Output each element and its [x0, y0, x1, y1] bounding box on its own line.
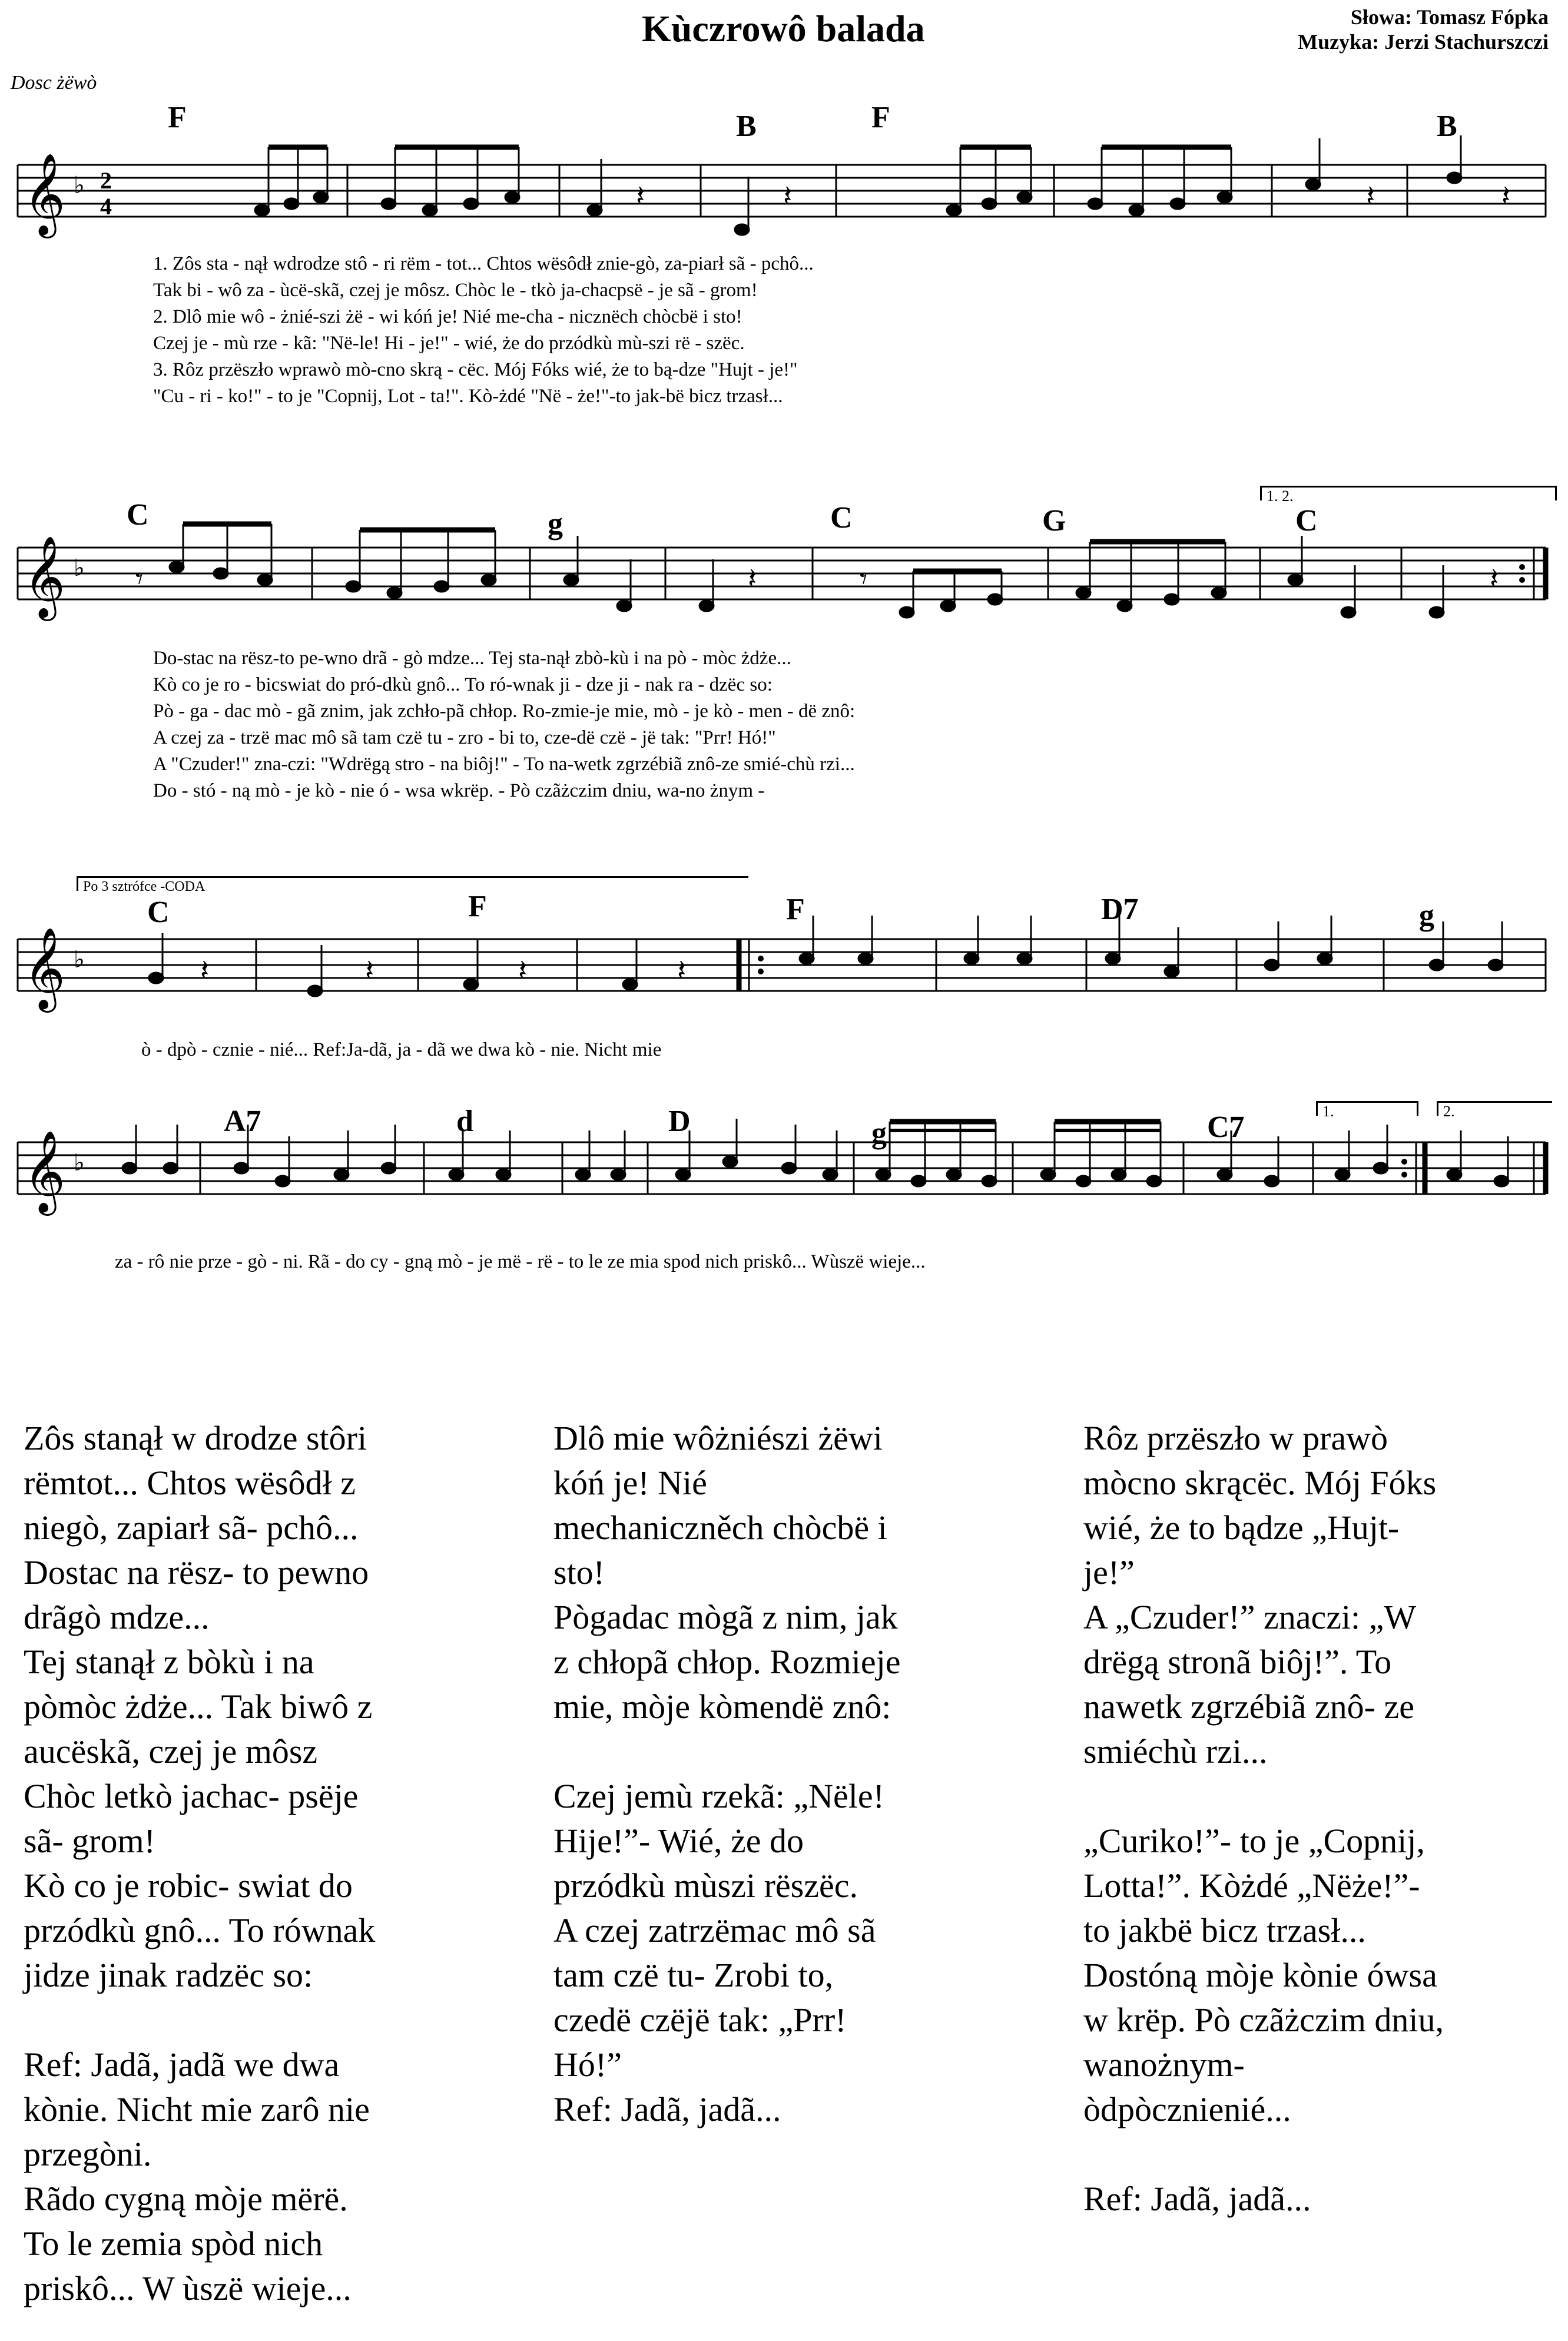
svg-text:𝄽: 𝄽	[677, 953, 687, 987]
chord-symbol: g	[871, 1116, 887, 1150]
lyric-line: Do-stac na rësz-to pe-wno drã - gò mdze... Tej sta-nął zbò-kù i na pò - mòc żdże...	[153, 648, 791, 669]
chord-symbol: B	[736, 110, 757, 143]
lyric-line: Kò co je ro - bicswiat do pró-dkù gnô... To ró-wnak ji - dze ji - nak ra - dzëc so:	[153, 674, 773, 695]
svg-text:4: 4	[100, 193, 112, 220]
credits	[1231, 5, 1549, 54]
chord-symbol: B	[1437, 110, 1457, 143]
music-staff	[0, 135, 1568, 253]
lyrics-column-3: Rôz przëszło w prawò mòcno skrącëc. Mój Fóks wié, że to bądze „Hujt- je!” A „Czuder!” znaczi: „W drëgą stronã biôj!”. To nawetk zgrzébiã znô- ze smiéchù rzi... „Curiko!”- to je „Copnij, Lotta!”. Kòżdé „Nëże!”- to jakbë bicz trzasł... Dostóną mòje kònie ówsa w krëp. Pò czãżczim dniu, wanożnym- òdpòcznienié... Ref: Jadã, jadã...	[1083, 1419, 1444, 2218]
chord-symbol: A7	[224, 1105, 261, 1138]
svg-text:𝄽: 𝄽	[1490, 562, 1499, 596]
chord-symbol: g	[548, 507, 563, 541]
chord-symbol: C	[127, 498, 149, 532]
coda-bracket: Po 3 sztrófce -CODA	[77, 876, 748, 891]
svg-text:𝄞: 𝄞	[24, 927, 65, 1009]
lyric-line: 1. Zôs sta - nął wdrodze stô - ri rëm - tot... Chtos wësôdł znie-gò, za-piarł sã - pchô...	[153, 253, 814, 274]
svg-text:♭: ♭	[74, 1149, 85, 1176]
music-staff	[0, 518, 1568, 636]
svg-text:𝄞: 𝄞	[24, 1130, 65, 1212]
svg-text:𝄽: 𝄽	[1501, 179, 1511, 213]
svg-text:2: 2	[100, 167, 112, 194]
svg-text:𝄽: 𝄽	[636, 179, 645, 213]
lyrics-author: Słowa: Tomasz Fópka	[1350, 5, 1549, 29]
svg-text:♭: ♭	[74, 172, 85, 199]
chord-symbol: d	[456, 1105, 473, 1138]
volta-bracket: 1.	[1316, 1101, 1418, 1116]
chord-symbol: D7	[1101, 893, 1139, 926]
svg-text:𝄞: 𝄞	[24, 536, 65, 618]
svg-text:𝄽: 𝄽	[1366, 179, 1375, 213]
music-author: Muzyka: Jerzi Stachurszczi	[1298, 30, 1549, 54]
lyrics-column-2: Dlô mie wôżniészi żëwi kóń je! Nié mechaniczněch chòcbë i sto! Pògadac mògã z nim, jak z chłopã chłop. Rozmieje mie, mòje kòmendë znô: Czej jemù rzekã: „Nële! Hije!”- Wié, że do przódkù mùszi rëszëc. A czej zatrzëmac mô sã tam czë tu- Zrobi to, czedë czëjë tak: „Prr! Hó!” Ref: Jadã, jadã...	[553, 1419, 901, 2128]
svg-text:𝄽: 𝄽	[783, 179, 793, 213]
volta-bracket: 1. 2.	[1260, 486, 1557, 500]
song-title: Kùczrowô balada	[642, 8, 925, 49]
svg-text:♭: ♭	[74, 555, 85, 582]
tempo-marking: Dosc żëwò	[11, 72, 97, 94]
svg-text:𝄽: 𝄽	[518, 953, 528, 987]
svg-text:𝄽: 𝄽	[365, 953, 374, 987]
lyric-line: ò - dpò - cznie - nié... Ref:Ja-dã, ja - dã we dwa kò - nie. Nicht mie	[141, 1039, 662, 1060]
lyrics-column-1: Zôs stanął w drodze stôri rëmtot... Chtos wësôdł z niegò, zapiarł sã- pchô... Dostac na rësz- to pewno drãgò mdze... Tej stanął z bòkù i na pòmòc żdże... Tak biwô z aucëskã, czej je môsz Chòc letkò jachac- psëje sã- grom! Kò co je robic- swiat do przódkù gnô... To równak jidze jinak radzëc so: Ref: Jadã, jadã we dwa kònie. Nicht mie zarô nie przegòni. Rãdo cygną mòje mërë. To le zemia spòd nich priskô... W ùszë wieje...	[24, 1419, 376, 2307]
chord-symbol: F	[468, 890, 487, 923]
lyric-line: A "Czuder!" zna-czi: "Wdrëgą stro - na biôj!" - To na-wetk zgrzébiã znô-ze smié-chù rzi...	[153, 754, 855, 775]
lyric-line: Tak bi - wô za - ùcë-skã, czej je môsz. Chòc le - tkò ja-chacpsë - je sã - grom!	[153, 280, 758, 301]
svg-text:𝄞: 𝄞	[24, 153, 65, 235]
chord-symbol: F	[786, 893, 805, 926]
lyric-line: 3. Rôz przëszło wprawò mò-cno skrą - cëc. Mój Fóks wié, że to bą-dze "Hujt - je!"	[153, 359, 798, 380]
chord-symbol: G	[1042, 504, 1066, 538]
chord-symbol: C	[1295, 504, 1318, 538]
lyric-line: Do - stó - ną mò - je kò - nie ó - wsa wkrëp. - Pò czãżczim dniu, wa-no żnym -	[153, 780, 765, 801]
svg-text:𝄾: 𝄾	[135, 562, 144, 596]
chord-symbol: C	[147, 896, 170, 929]
lyric-line: Czej je - mù rze - kã: "Në-le! Hi - je!" - wié, że do przódkù mù-szi rë - szëc.	[153, 333, 745, 354]
chord-symbol: F	[871, 101, 890, 134]
chord-symbol: D	[668, 1105, 691, 1138]
lyric-line: Pò - ga - dac mò - gã znim, jak zchło-pã chłop. Ro-zmie-je mie, mò - je kò - men - dë znô:	[153, 701, 856, 722]
music-staff	[0, 910, 1568, 1027]
svg-text:♭: ♭	[74, 946, 85, 973]
lyric-line: A czej za - trzë mac mô sã tam czë tu - zro - bi to, cze-dë czë - jë tak: "Prr! Hó!"	[153, 727, 776, 748]
music-staff	[0, 1113, 1568, 1231]
lyric-line: za - rô nie prze - gò - ni. Rã - do cy - gną mò - je më - rë - to le ze mia spod nich priskô... Wùszë wieje...	[115, 1251, 926, 1272]
svg-text:𝄽: 𝄽	[748, 562, 757, 596]
lyric-line: 2. Dlô mie wô - żnié-szi żë - wi kóń je! Nié me-cha - nicznëch chòcbë i sto!	[153, 306, 742, 327]
chord-symbol: g	[1419, 898, 1434, 932]
lyric-line: "Cu - ri - ko!" - to je "Copnij, Lot - ta!". Kò-żdé "Në - że!"-to jak-bë bicz trzasł...	[153, 386, 783, 407]
svg-text:𝄽: 𝄽	[200, 953, 210, 987]
chord-symbol: C7	[1207, 1110, 1245, 1144]
svg-text:𝄾: 𝄾	[860, 562, 868, 596]
chord-symbol: F	[168, 101, 187, 134]
chord-symbol: C	[830, 501, 853, 535]
volta-bracket: 2.	[1437, 1101, 1552, 1116]
